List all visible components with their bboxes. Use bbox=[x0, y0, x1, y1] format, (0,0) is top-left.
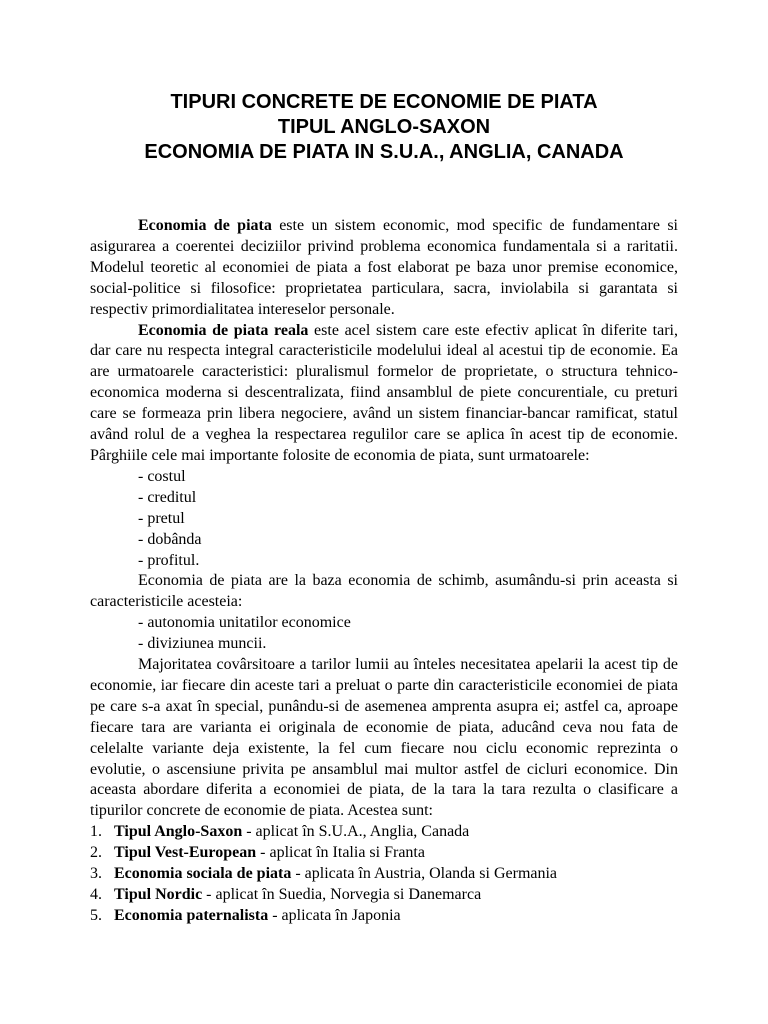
trait-item: - diviziunea muncii. bbox=[138, 635, 267, 653]
document-body bbox=[90, 216, 678, 927]
lever-item: - costul bbox=[138, 467, 186, 485]
document-title bbox=[0, 90, 768, 165]
lever-item: - dobânda bbox=[138, 530, 202, 548]
paragraph-real-economy bbox=[90, 321, 678, 467]
list-item: 3. Economia sociala de piata - aplicata în Austria, Olanda si Germania bbox=[90, 865, 558, 883]
title-line-2: TIPUL ANGLO-SAXON bbox=[277, 116, 491, 138]
title-line-1: TIPURI CONCRETE DE ECONOMIE DE PIATA bbox=[170, 91, 598, 113]
lever-item: - pretul bbox=[138, 509, 185, 527]
term-bold: Economia de piata reala bbox=[138, 321, 309, 339]
paragraph-text: este un sistem economic, mod specific de fundamentare si asigurarea a coerentei deciziilor privind problema economica fundamentala si a raritatii. Modelul teoretic al economiei de piata a fost elaborat pe baza unor premise economice, social-politice si filosofice: proprietatea particulara, sacra, inviolabila si garantata si respectiv primordialitatea intereselor personale. bbox=[90, 217, 678, 318]
lever-item: - creditul bbox=[138, 488, 197, 506]
list-item: 2. Tipul Vest-European - aplicat în Italia si Franta bbox=[90, 844, 425, 862]
paragraph-definition bbox=[90, 216, 678, 321]
title-line-3: ECONOMIA DE PIATA IN S.U.A., ANGLIA, CANADA bbox=[144, 141, 624, 163]
paragraph-exchange: Economia de piata are la baza economia de schimb, asumându-si prin aceasta si caracteristicile acesteia: bbox=[90, 572, 678, 611]
term-bold: Economia de piata bbox=[138, 217, 272, 234]
paragraph-classification: Majoritatea covârsitoare a tarilor lumii au înteles necesitatea apelarii la acest tip de economie, iar fiecare din aceste tari a preluat o parte din caracteristicile economiei de piata pe care s-a axat în special, punându-si de asemenea amprenta asupra ei; astfel ca, aproape fiecare tara are varianta ei originala de economie de piata, aducând ceva nou fata de celelalte variante deja existente, la fel cum fiecare nou ciclu economic reprezinta o evolutie, o ascensiune privita pe ansamblul mai multor astfel de cicluri economice. Din aceasta abordare diferita a economiei de piata, de la tara la tara rezulta o clasificare a tipurilor concrete de economie de piata. Acestea sunt: bbox=[90, 656, 678, 820]
economy-types-list bbox=[90, 822, 678, 927]
list-item: 4. Tipul Nordic - aplicat în Suedia, Norvegia si Danemarca bbox=[90, 886, 482, 903]
list-item: 1. Tipul Anglo-Saxon - aplicat în S.U.A., Anglia, Canada bbox=[90, 823, 470, 841]
list-item: 5. Economia paternalista - aplicata în Japonia bbox=[90, 906, 401, 924]
lever-item: - profitul. bbox=[138, 551, 200, 569]
trait-item: - autonomia unitatilor economice bbox=[138, 614, 351, 632]
paragraph-text: este acel sistem care este efectiv aplicat în diferite tari, dar care nu respecta integral caracteristicile modelului ideal al acestui tip de economie. Ea are urmatoarele caracteristici: pluralismul formelor de proprietate, o structura tehnico-economica moderna si descentralizata, fiind ansamblul de piete concurentiale, cu preturi care se formeaza prin libera negociere, având un sistem financiar-bancar ramificat, statul având rolul de a veghea la respectarea regulilor care se aplica în acest tip de economie. Pârghiile cele mai importante folosite de economia de piata, sunt urmatoarele: bbox=[90, 321, 678, 464]
